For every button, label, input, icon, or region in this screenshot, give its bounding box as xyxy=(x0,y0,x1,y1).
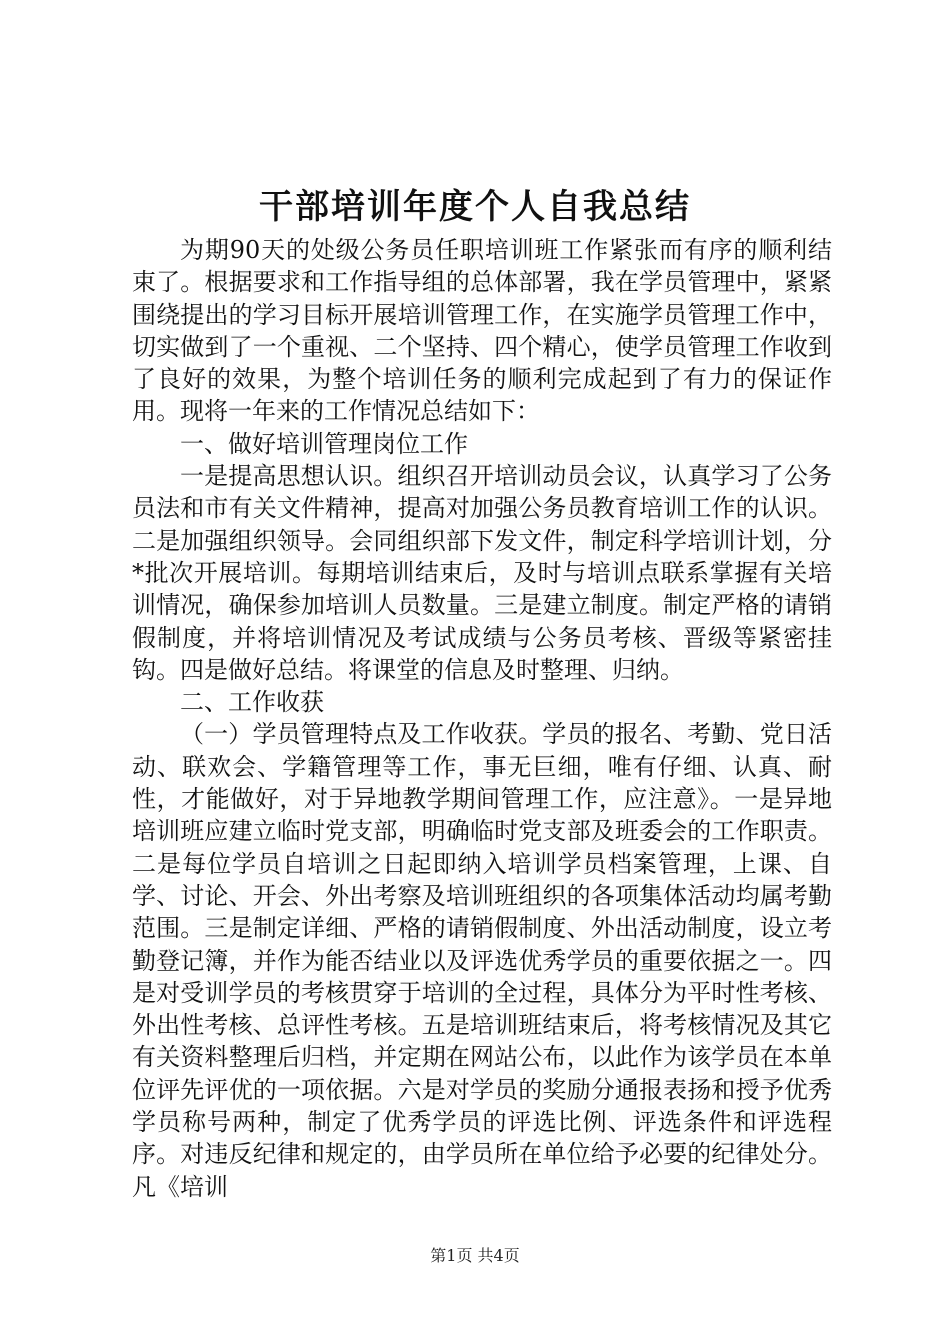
paragraph-section-1: 一是提高思想认识。组织召开培训动员会议，认真学习了公务员法和市有关文件精神，提高对加强公务员教育培训工作的认识。二是加强组织领导。会同组织部下发文件，制定科学培训计划，分*批次开展培训。每期培训结束后，及时与培训点联系掌握有关培训情况，确保参加培训人员数量。三是建立制度。制定严格的请销假制度，并将培训情况及考试成绩与公务员考核、晋级等紧密挂钩。四是做好总结。将课堂的信息及时整理、归纳。 xyxy=(132,462,832,684)
page-number-footer: 第1页 共4页 xyxy=(430,1246,520,1265)
document-body xyxy=(132,234,832,1203)
document-title: 干部培训年度个人自我总结 xyxy=(259,187,691,227)
paragraph-intro: 为期90天的处级公务员任职培训班工作紧张而有序的顺利结束了。根据要求和工作指导组的总体部署，我在学员管理中，紧紧围绕提出的学习目标开展培训管理工作，在实施学员管理工作中，切实做到了一个重视、二个坚持、四个精心，使学员管理工作收到了良好的效果，为整个培训任务的顺利完成起到了有力的保证作用。现将一年来的工作情况总结如下： xyxy=(132,236,832,426)
section-heading-1: 一、做好培训管理岗位工作 xyxy=(180,429,468,458)
section-heading-2: 二、工作收获 xyxy=(180,688,324,717)
paragraph-section-2: （一）学员管理特点及工作收获。学员的报名、考勤、党日活动、联欢会、学籍管理等工作，事无巨细，唯有仔细、认真、耐性，才能做好，对于异地教学期间管理工作，应注意》。一是异地培训班应建立临时党支部，明确临时党支部及班委会的工作职责。二是每位学员自培训之日起即纳入培训学员档案管理，上课、自学、讨论、开会、外出考察及培训班组织的各项集体活动均属考勤范围。三是制定详细、严格的请销假制度、外出活动制度，设立考勤登记簿，并作为能否结业以及评选优秀学员的重要依据之一。四是对受训学员的考核贯穿于培训的全过程，具体分为平时性考核、外出性考核、总评性考核。五是培训班结束后，将考核情况及其它有关资料整理后归档，并定期在网站公布，以此作为该学员在本单位评先评优的一项依据。六是对学员的奖励分通报表扬和授予优秀学员称号两种，制定了优秀学员的评选比例、评选条件和评选程序。对违反纪律和规定的，由学员所在单位给予必要的纪律处分。凡《培训 xyxy=(132,720,832,1201)
